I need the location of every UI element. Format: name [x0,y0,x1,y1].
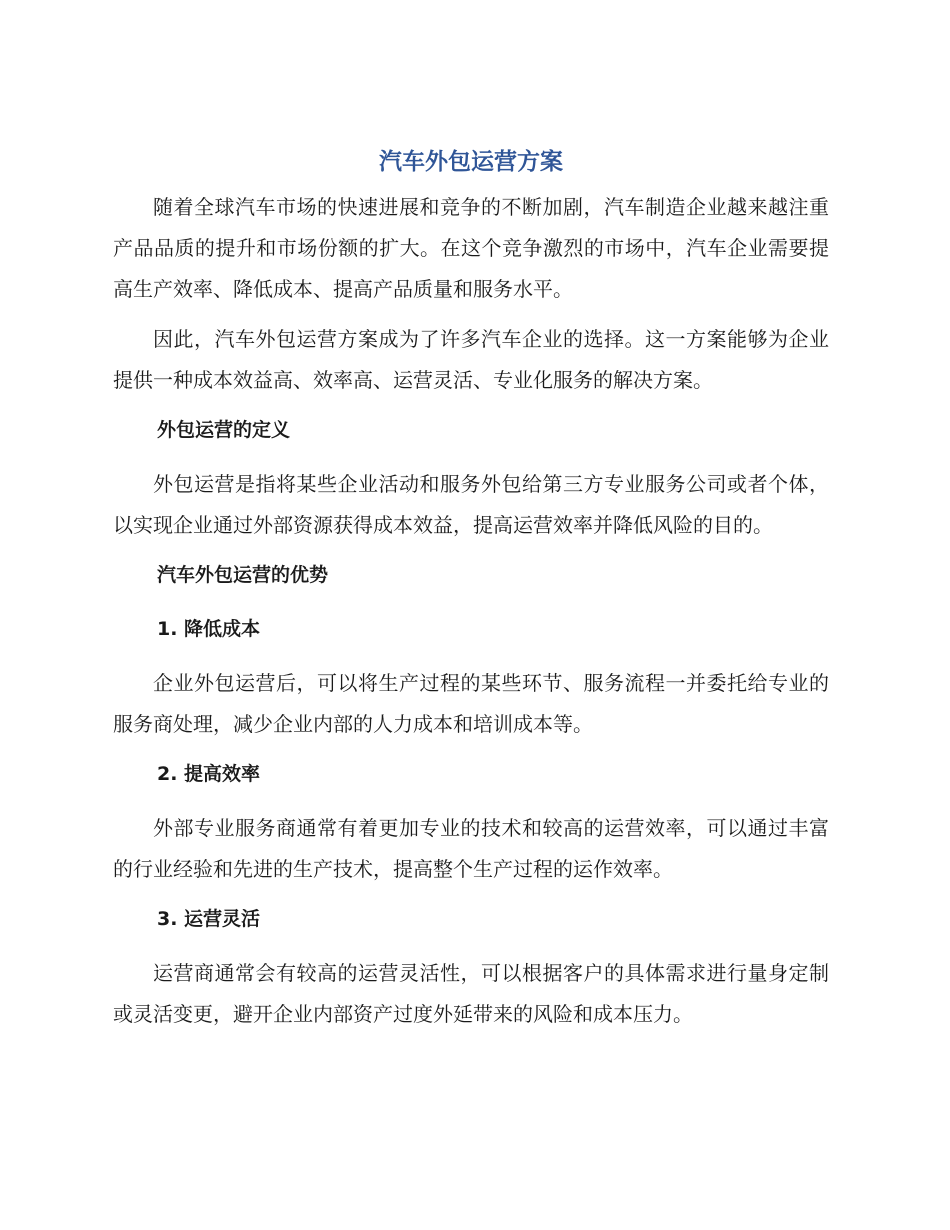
advantage-3-paragraph: 运营商通常会有较高的运营灵活性，可以根据客户的具体需求进行量身定制或灵活变更，避开企业内部资产过度外延带来的风险和成本压力。 [113,961,829,1026]
intro-paragraph-1: 随着全球汽车市场的快速进展和竞争的不断加剧，汽车制造企业越来越注重产品品质的提升和市场份额的扩大。在这个竞争激烈的市场中，汽车企业需要提高生产效率、降低成本、提高产品质量和服务水平。 [113,195,829,301]
advantage-1-paragraph: 企业外包运营后，可以将生产过程的某些环节、服务流程一并委托给专业的服务商处理，减少企业内部的人力成本和培训成本等。 [113,671,829,736]
document-title: 汽车外包运营方案 [379,149,563,175]
intro-paragraph-2: 因此，汽车外包运营方案成为了许多汽车企业的选择。这一方案能够为企业提供一种成本效益高、效率高、运营灵活、专业化服务的解决方案。 [113,327,829,392]
advantage-2-paragraph: 外部专业服务商通常有着更加专业的技术和较高的运营效率，可以通过丰富的行业经验和先进的生产技术，提高整个生产过程的运作效率。 [113,816,829,881]
definition-paragraph: 外包运营是指将某些企业活动和服务外包给第三方专业服务公司或者个体，以实现企业通过外部资源获得成本效益，提高运营效率并降低风险的目的。 [113,472,829,537]
document-page [113,145,829,1044]
advantages-heading: 汽车外包运营的优势 [157,564,329,586]
advantage-2-heading: 2. 提高效率 [157,763,261,785]
advantage-3-heading: 3. 运营灵活 [157,908,261,930]
definition-heading: 外包运营的定义 [157,419,291,441]
advantage-1-heading: 1. 降低成本 [157,618,261,640]
